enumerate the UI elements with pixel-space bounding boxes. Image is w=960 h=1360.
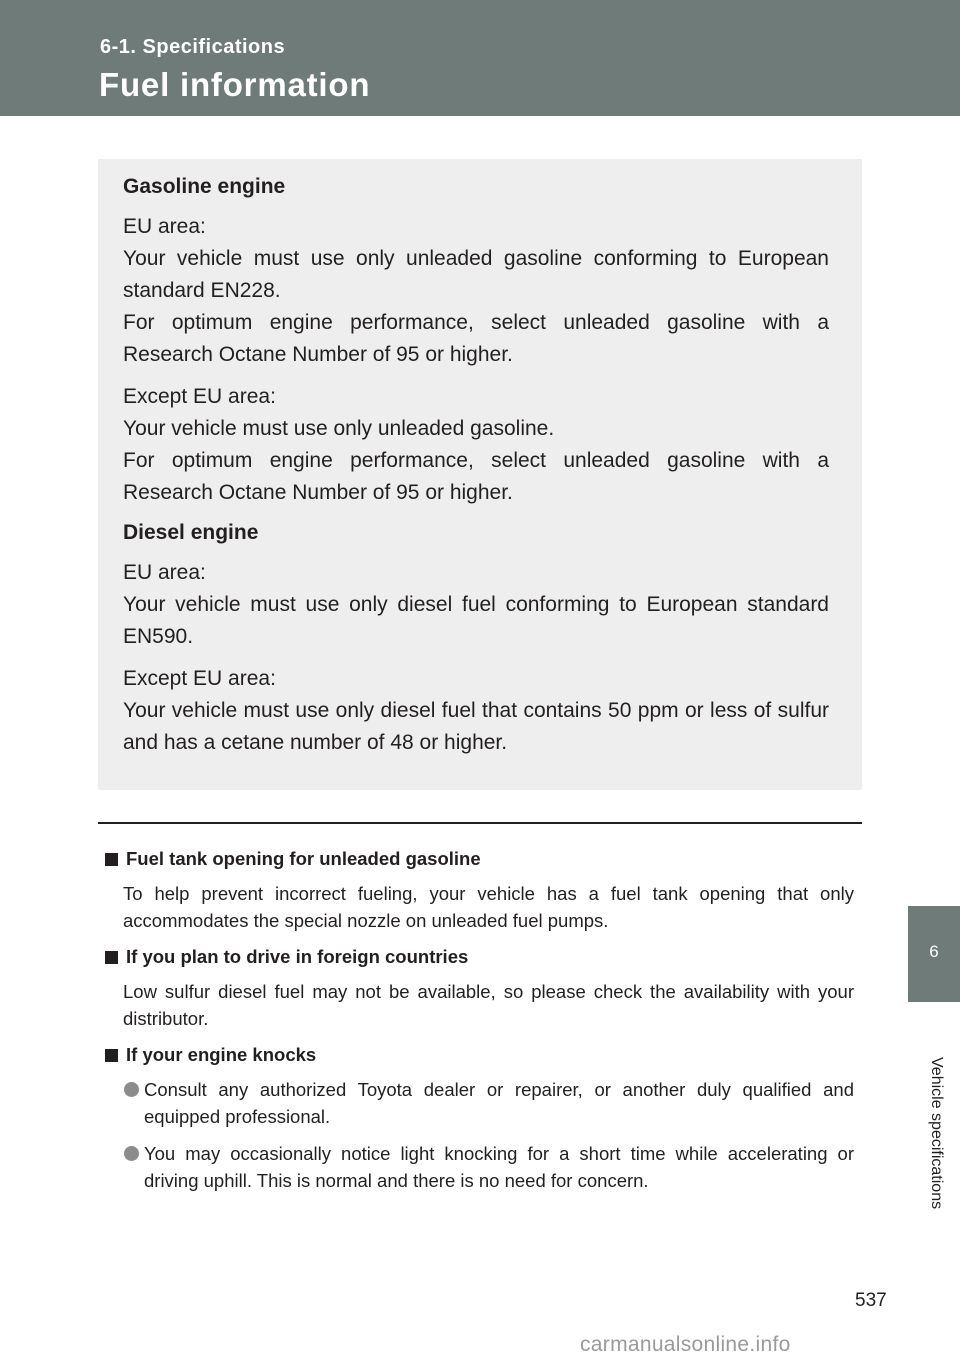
note-heading-text: If you plan to drive in foreign countries bbox=[126, 946, 469, 967]
section-divider bbox=[98, 822, 862, 824]
note-heading bbox=[100, 944, 854, 970]
fuel-requirements-box bbox=[98, 159, 862, 790]
chapter-tab[interactable] bbox=[908, 906, 960, 1002]
gasoline-eu-line-1: Your vehicle must use only unleaded gasoline conforming to European standard EN228. bbox=[123, 247, 829, 302]
round-bullet-icon bbox=[124, 1146, 139, 1161]
gasoline-except-eu-paragraph bbox=[123, 381, 829, 509]
note-heading bbox=[100, 846, 854, 872]
watermark: carmanualsonline.info bbox=[580, 1333, 791, 1356]
diesel-heading: Diesel engine bbox=[123, 521, 259, 544]
diesel-except-eu-line-1: Your vehicle must use only diesel fuel that contains 50 ppm or less of sulfur and has a cetane number of 48 or higher. bbox=[123, 699, 829, 754]
square-bullet-icon bbox=[105, 853, 118, 866]
diesel-eu-label: EU area: bbox=[123, 561, 206, 584]
page-title: Fuel information bbox=[99, 66, 371, 103]
gasoline-except-eu-line-2: For optimum engine performance, select unleaded gasoline with a Research Octane Number of 95 or higher. bbox=[123, 449, 829, 504]
list-item bbox=[123, 1140, 854, 1194]
gasoline-eu-label: EU area: bbox=[123, 215, 206, 238]
square-bullet-icon bbox=[105, 951, 118, 964]
note-body: To help prevent incorrect fueling, your vehicle has a fuel tank opening that only accommodates the special nozzle on unleaded fuel pumps. bbox=[123, 883, 854, 931]
diesel-except-eu-paragraph bbox=[123, 663, 829, 759]
note-heading-text: Fuel tank opening for unleaded gasoline bbox=[126, 848, 481, 869]
gasoline-heading: Gasoline engine bbox=[123, 175, 286, 198]
note-heading-text: If your engine knocks bbox=[126, 1044, 317, 1065]
note-body: Low sulfur diesel fuel may not be available, so please check the availability with your distributor. bbox=[123, 981, 854, 1029]
gasoline-eu-paragraph bbox=[123, 211, 829, 371]
square-bullet-icon bbox=[105, 1049, 118, 1062]
chapter-tab-label: Vehicle specifications bbox=[928, 1057, 945, 1210]
list-item-text: You may occasionally notice light knocking for a short time while accelerating or driving uphill. This is normal and there is no need for concern. bbox=[144, 1143, 854, 1191]
chapter-tab-number: 6 bbox=[929, 942, 939, 961]
list-item bbox=[123, 1076, 854, 1130]
section-number: 6-1. Specifications bbox=[100, 36, 286, 58]
gasoline-except-eu-line-1: Your vehicle must use only unleaded gasoline. bbox=[123, 417, 555, 440]
diesel-eu-paragraph bbox=[123, 557, 829, 653]
diesel-except-eu-label: Except EU area: bbox=[123, 667, 276, 690]
round-bullet-icon bbox=[124, 1082, 139, 1097]
list-item-text: Consult any authorized Toyota dealer or repairer, or another duly qualified and equipped professional. bbox=[144, 1079, 854, 1127]
page-number: 537 bbox=[855, 1290, 887, 1311]
note-heading bbox=[100, 1042, 854, 1068]
gasoline-except-eu-label: Except EU area: bbox=[123, 385, 276, 408]
notes-section bbox=[100, 846, 854, 1204]
page-header bbox=[0, 0, 960, 116]
gasoline-eu-line-2: For optimum engine performance, select unleaded gasoline with a Research Octane Number of 95 or higher. bbox=[123, 311, 829, 366]
diesel-eu-line-1: Your vehicle must use only diesel fuel conforming to European standard EN590. bbox=[123, 593, 829, 648]
